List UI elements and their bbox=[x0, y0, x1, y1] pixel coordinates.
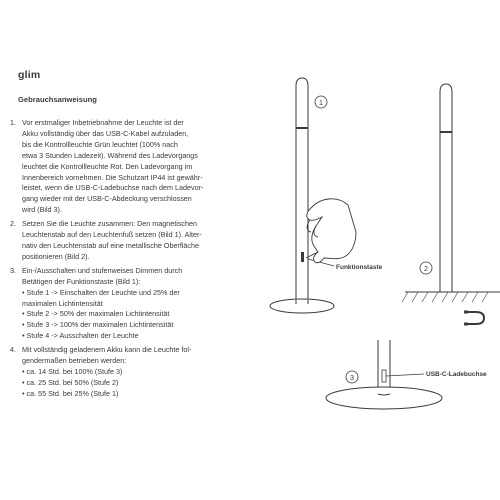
svg-text:3: 3 bbox=[350, 375, 354, 382]
usb-c-socket bbox=[382, 370, 386, 382]
bullet-item: • ca. 25 Std. bei 50% (Stufe 2) bbox=[22, 377, 119, 387]
step-text: Setzen Sie die Leuchte zusammen: Den magnetischen Leuchtenstab auf den Leuchtenfuß setzen (Bild 1). Alter- nativ den Leuchtenstab auf eine metallische Oberfläche positionieren (Bild 2). bbox=[22, 219, 202, 261]
bullet-item: • ca. 55 Std. bei 25% (Stufe 1) bbox=[22, 388, 119, 398]
step-number: 2. bbox=[10, 219, 16, 229]
bullet-item: • Stufe 4 -> Ausschalten der Leuchte bbox=[22, 331, 139, 341]
magnet-icon bbox=[468, 312, 484, 324]
figure-3-lamp-base bbox=[326, 340, 442, 409]
bullet-item: • Stufe 1 -> Einschalten der Leuchte und 25% der maximalen Lichtintensität bbox=[22, 287, 180, 308]
bullet-item: • Stufe 2 -> 50% der maximalen Lichtintensität bbox=[22, 309, 170, 319]
step-number: 3. bbox=[10, 265, 16, 275]
figure-2-number bbox=[420, 262, 432, 274]
label-usb-c-ladebuchse: USB-C-Ladebuchse bbox=[426, 371, 487, 378]
bullet-item: • ca. 14 Std. bei 100% (Stufe 3) bbox=[22, 366, 123, 376]
document-subtitle: Gebrauchsanweisung bbox=[18, 95, 97, 104]
document-title: glim bbox=[18, 69, 41, 81]
figure-2-lamp bbox=[402, 84, 500, 324]
label-funktionstaste: Funktionstaste bbox=[336, 264, 383, 271]
surface-hatching bbox=[402, 292, 488, 302]
svg-text:1: 1 bbox=[319, 100, 323, 107]
bullet-item: • Stufe 3 -> 100% der maximalen Lichtintensität bbox=[22, 320, 174, 330]
hand-illustration bbox=[306, 199, 356, 263]
figure-1-number bbox=[315, 96, 327, 108]
function-button bbox=[301, 252, 304, 262]
figure-3-number bbox=[346, 371, 358, 383]
step-number: 4. bbox=[10, 345, 16, 355]
figure-1-lamp bbox=[270, 78, 334, 313]
step-text: Mit vollständig geladenem Akku kann die Leuchte fol- gendermaßen betrieben werden: bbox=[22, 345, 192, 366]
svg-text:2: 2 bbox=[424, 266, 428, 273]
step-text: Vor erstmaliger Inbetriebnahme der Leuchte ist der Akku vollständig über das USB-C-Kabel aufzuladen, bis die Kontrollleuchte Grün leuchtet (100% nach etwa 3 Stunden Ladezeit). Während des Ladevorgangs leuchtet die Kontrollleuchte Rot. Den Ladevorgang im Innenbereich vornehmen. Die Schutzart IP44 ist gewähr- leistet, wenn die USB-C-Ladebuchse nach dem Ladevor- gang wieder mit der USB-C-Abdeckung verschlossen wird (Bild 3). bbox=[22, 118, 204, 215]
step-number: 1. bbox=[10, 118, 16, 127]
step-text: Ein-/Ausschalten und stufenweises Dimmen durch Betätigen der Funktionstaste (Bild 1): bbox=[22, 265, 183, 286]
